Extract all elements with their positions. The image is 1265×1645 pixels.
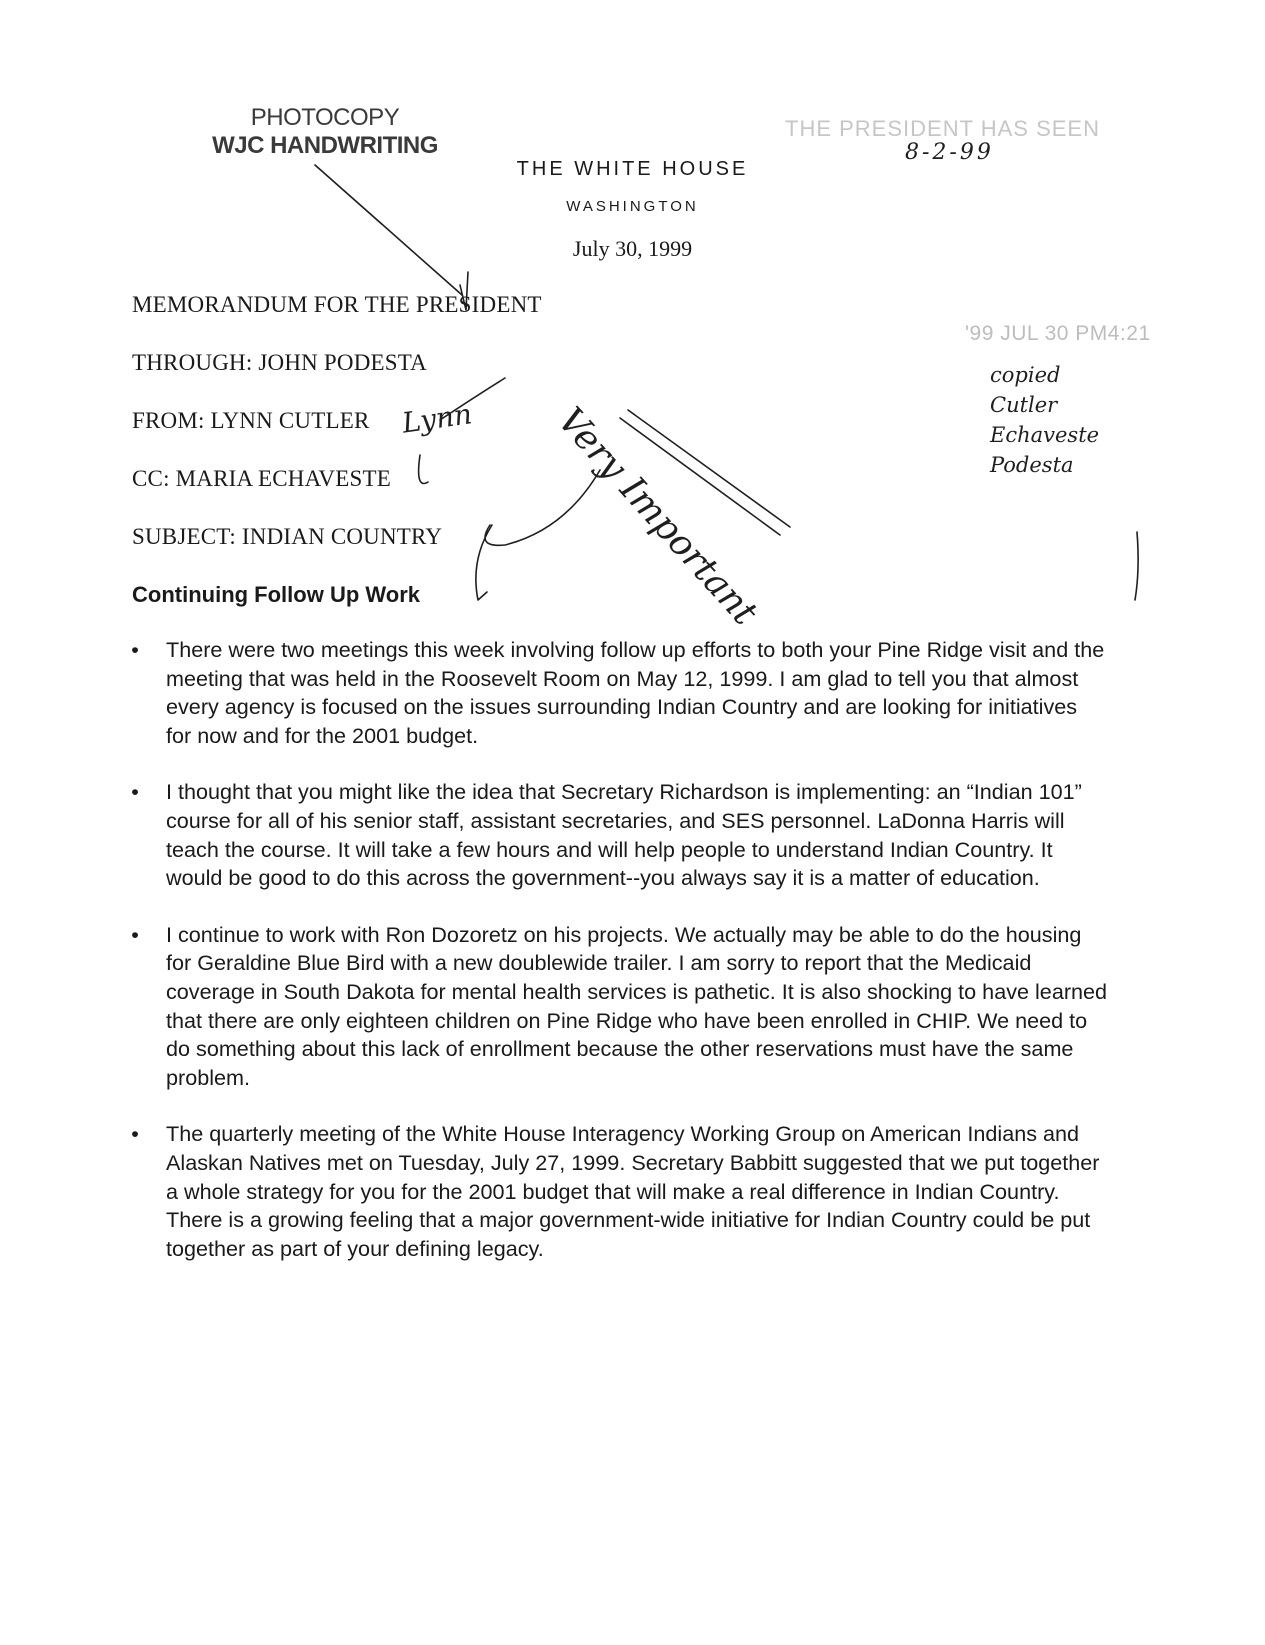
- letterhead-title: THE WHITE HOUSE: [516, 158, 749, 180]
- copied-name: Cutler: [990, 393, 1058, 417]
- bullet-icon: •: [131, 779, 139, 805]
- photocopy-stamp: [205, 104, 445, 160]
- copied-note: [990, 360, 1099, 480]
- seen-date-handwritten: 8-2-99: [905, 140, 994, 165]
- bullet-icon: •: [131, 921, 139, 947]
- list-item: [128, 1120, 1108, 1263]
- section-heading: Continuing Follow Up Work: [132, 582, 420, 607]
- bullet-icon: •: [131, 1121, 139, 1147]
- margin-vertical-line: [1135, 532, 1138, 600]
- list-item: [128, 636, 1108, 750]
- memo-cc: CC: MARIA ECHAVESTE: [132, 466, 391, 491]
- list-item: [128, 778, 1108, 892]
- copied-name: Podesta: [990, 453, 1074, 477]
- memo-subject: SUBJECT: INDIAN COUNTRY: [132, 524, 443, 549]
- bullet-icon: •: [131, 637, 139, 662]
- memo-from: FROM: LYNN CUTLER: [132, 408, 370, 433]
- photocopy-stamp-line2: WJC HANDWRITING: [212, 132, 438, 159]
- bullet-text: There were two meetings this week involving follow up efforts to both your Pine Ridge visit and the meeting that was held in the Roosevelt Room on May 12, 1999. I am glad to tell you that almost every agency is focused on the issues surrounding Indian Country and are looking for initiatives for now and for the 2001 budget.: [166, 637, 1105, 748]
- memo-recipient: MEMORANDUM FOR THE PRESIDENT: [132, 292, 542, 317]
- bullet-text: I continue to work with Ron Dozoretz on his projects. We actually may be able to do the housing for Geraldine Blue Bird with a new doublewide trailer. I am sorry to report that the Medicaid coverage in South Dakota for mental health services is pathetic. It is also shocking to have learned that there are only eighteen children on Pine Ridge who have been enrolled in CHIP. We need to do something about this lack of enrollment because the other reservations must have the same problem.: [166, 921, 1108, 1090]
- received-time-stamp: '99 JUL 30 PM4:21: [965, 322, 1151, 345]
- author-signature: Lynn: [400, 397, 474, 440]
- pointer-arrow: [476, 470, 600, 600]
- bullet-text: I thought that you might like the idea that Secretary Richardson is implementing: an “Indian 101” course for all of his senior staff, assistant secretaries, and SES personnel. LaDonna Harris will teach the course. It will take a few hours and will help people to understand Indian Country. It would be good to do this across the government--you always say it is a matter of education.: [166, 779, 1082, 891]
- memo-date: July 30, 1999: [572, 236, 693, 261]
- letterhead-subtitle: WASHINGTON: [566, 198, 699, 215]
- stamp-pointer-line: [315, 165, 462, 295]
- memo-through: THROUGH: JOHN PODESTA: [132, 350, 427, 375]
- copied-name: Echaveste: [990, 423, 1100, 447]
- bullet-list: [128, 636, 1108, 1291]
- photocopy-stamp-line1: PHOTOCOPY: [250, 104, 400, 131]
- copied-label: copied: [990, 363, 1061, 387]
- bullet-text: The quarterly meeting of the White House Interagency Working Group on American Indians and Alaskan Natives met on Tuesday, July 27, 1999. Secretary Babbitt suggested that we put together a whole strategy for you for the 2001 budget that will make a real difference in Indian Country. There is a growing feeling that a major government-wide initiative for Indian Country could be put together as part of your defining legacy.: [166, 1121, 1100, 1261]
- president-seen-stamp: THE PRESIDENT HAS SEEN: [785, 116, 1100, 141]
- list-item: [128, 921, 1108, 1093]
- handwritten-annotation: Very Important: [549, 400, 766, 634]
